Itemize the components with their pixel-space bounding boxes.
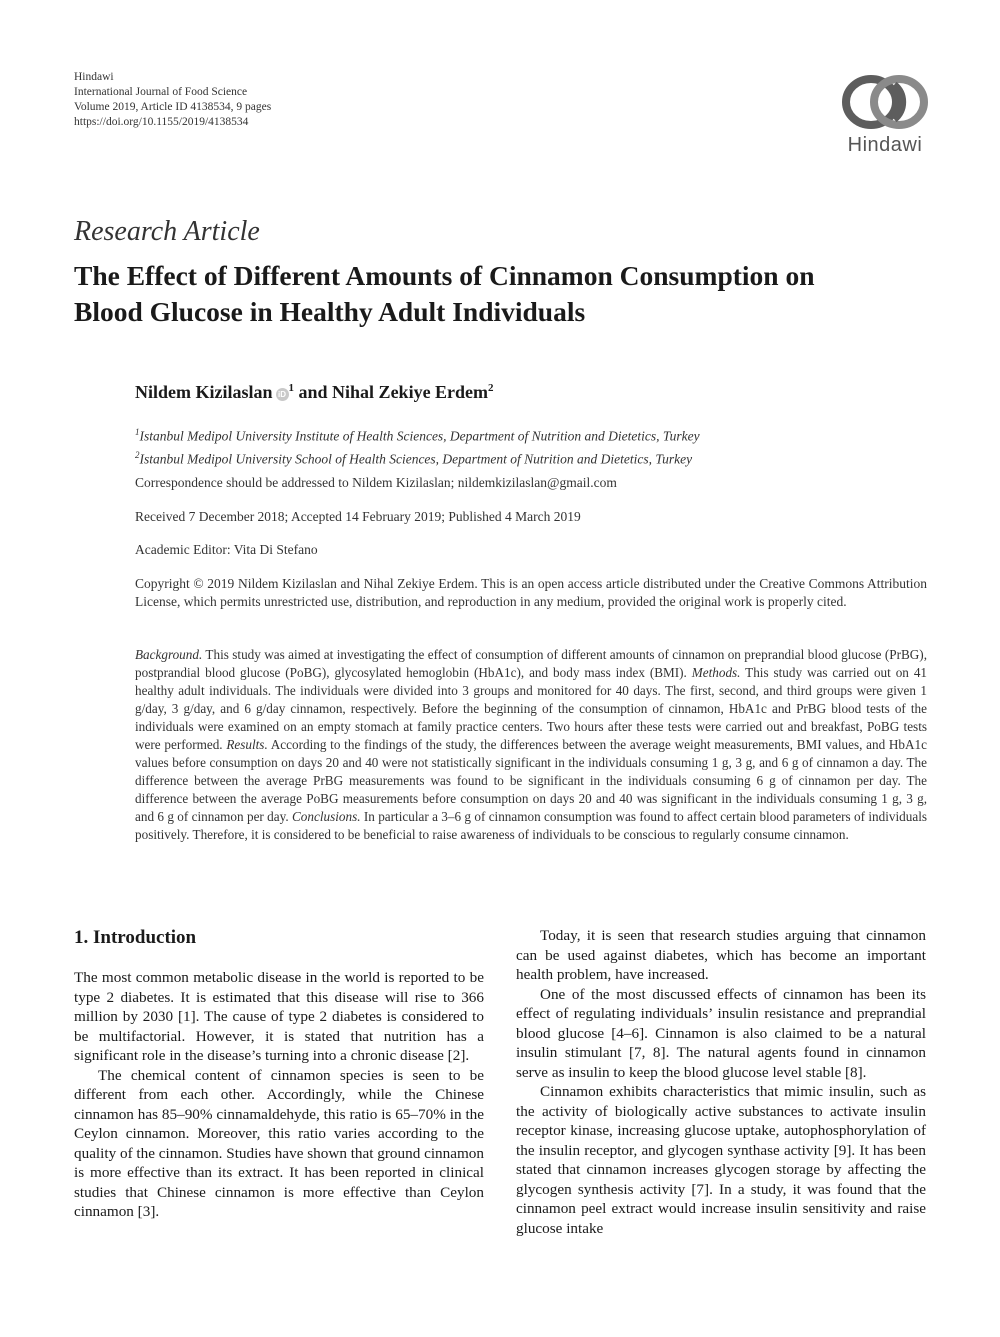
author-joiner: and [294, 382, 333, 402]
affiliation-sup: 2 [135, 449, 140, 460]
affiliation-item [135, 446, 927, 469]
article-type: Research Article [74, 216, 260, 247]
author-name[interactable]: Nildem Kizilaslan [135, 382, 273, 402]
copyright-notice: Copyright © 2019 Nildem Kizilaslan and Nihal Zekiye Erdem. This is an open access article distributed under the Creative Commons Attribution License, which permits unrestricted use, distribution, and reproduction in any medium, provided the original work is properly cited. [135, 576, 927, 609]
affiliation-item [135, 423, 927, 446]
affiliations [135, 423, 927, 468]
abstract-methods-label: Methods. [691, 665, 741, 680]
correspondence: Correspondence should be addressed to Nildem Kizilaslan; nildemkizilaslan@gmail.com [135, 475, 617, 490]
body-paragraph: The most common metabolic disease in the world is reported to be type 2 diabetes. It is estimated that this disease will rise to 366 million by 2030 [1]. The cause of type 2 diabetes is considered to be multifactorial. However, it is stated that nutrition has a significant role in the disease’s turning into a chronic disease [2]. [74, 969, 484, 1064]
abstract [135, 646, 927, 844]
abstract-conclusions: In particular a 3–6 g of cinnamon consumption was found to affect certain blood parameters of individuals positively. Therefore, it is considered to be beneficial to raise awareness of individuals to be conscious to regularly consume cinnamon. [135, 809, 927, 842]
affiliation-sup: 1 [135, 427, 140, 437]
publisher-name: Hindawi [74, 71, 114, 83]
section-heading: 1. Introduction [74, 927, 197, 948]
affiliation-text: Istanbul Medipol University Institute of Health Sciences, Department of Nutrition and Dietetics, Turkey [139, 428, 700, 444]
body-paragraph: Today, it is seen that research studies arguing that cinnamon can be used against diabetes, which has become an important health problem, have increased. [516, 927, 926, 983]
publication-dates: Received 7 December 2018; Accepted 14 February 2019; Published 4 March 2019 [135, 509, 581, 524]
volume-info: Volume 2019, Article ID 4138534, 9 pages [74, 101, 272, 113]
author-affiliation-sup: 1 [288, 382, 295, 394]
hindawi-logo [838, 74, 932, 157]
body-paragraph: One of the most discussed effects of cinnamon has been its effect of regulating individuals’ insulin resistance and preprandial blood glucose [4–6]. Cinnamon is also claimed to be a natural insulin stimulant [7, 8]. The natural agents found in cinnamon serve as insulin to keep the blood glucose level stable [8]. [516, 985, 926, 1081]
article-title [74, 258, 934, 330]
journal-meta [74, 70, 271, 130]
hindawi-rings-icon [840, 74, 930, 130]
author-name[interactable]: Nihal Zekiye Erdem [332, 382, 489, 402]
academic-editor: Academic Editor: Vita Di Stefano [135, 542, 318, 557]
abstract-methods: This study was carried out on 41 healthy adult individuals. The individuals were divided into 3 groups and monitored for 40 days. The first, second, and third groups were given 1 g/day, 3 g/day, and 6 g/day cinnamon, respectively. Before the beginning of the consumption of cinnamon, HbA1c and PrBG blood tests of the individuals were examined on an empty stomach at family practice centers. Two hours after these tests were carried out and breakfast, PoBG tests were performed. [135, 665, 928, 752]
abstract-results-label: Results. [226, 737, 268, 752]
title-line: The Effect of Different Amounts of Cinnamon Consumption on [74, 260, 815, 291]
abstract-background-label: Background. [135, 647, 203, 662]
title-line: Blood Glucose in Healthy Adult Individuals [74, 296, 586, 327]
body-paragraph: Cinnamon exhibits characteristics that mimic insulin, such as the activity of biologically active substances to activate insulin receptor kinase, increasing glucose uptake, autophosphorylation of the insulin receptor, and glycogen synthase activity [9]. It has been stated that cinnamon increases glycogen storage by affecting the glycogen synthesis activity [7]. In a study, it was found that the cinnamon peel extract would increase insulin sensitivity and raise glucose intake [516, 1083, 926, 1237]
author-list [135, 382, 927, 403]
abstract-background: This study was aimed at investigating the effect of consumption of different amounts of cinnamon on preprandial blood glucose (PrBG), postprandial blood glucose (PoBG), glycosylated hemoglobin (HbA1c), and body mass index (BMI). [135, 647, 927, 680]
doi-link[interactable]: https://doi.org/10.1155/2019/4138534 [74, 116, 249, 128]
logo-wordmark: Hindawi [847, 134, 923, 156]
abstract-results: According to the findings of the study, the differences between the average weight measurements, BMI values, and HbA1c values before consumption on days 20 and 40 were not statistically significant in the individuals consuming 1 g, 3 g, and 6 g of cinnamon a day. The difference between the average PrBG measurements was found to be significant in the individuals consuming 6 g of cinnamon per day. The difference between the average PoBG measurements before consumption on days 20 and 40 was significant in the individuals consuming 1 g, 3 g, and 6 g of cinnamon per day. [135, 737, 927, 824]
body-column-right [516, 926, 926, 1238]
journal-name: International Journal of Food Science [74, 86, 248, 98]
abstract-conclusions-label: Conclusions. [292, 809, 361, 824]
author-affiliation-sup: 2 [488, 382, 494, 394]
body-paragraph: The chemical content of cinnamon species is seen to be different from each other. Accordingly, while the Chinese cinnamon has 85–90% cinnamaldehyde, this ratio is 65–70% in the Ceylon cinnamon. Moreover, this ratio varies according to the quality of the cinnamon. Studies have shown that ground cinnamon is more effective than its extract. It has been reported in clinical studies that Chinese cinnamon is more effective than Ceylon cinnamon [3]. [74, 1066, 484, 1220]
affiliation-text: Istanbul Medipol University School of Health Sciences, Department of Nutrition and Dietetics, Turkey [139, 451, 693, 466]
body-column-left [74, 926, 484, 1222]
orcid-icon[interactable]: iD [276, 388, 289, 401]
